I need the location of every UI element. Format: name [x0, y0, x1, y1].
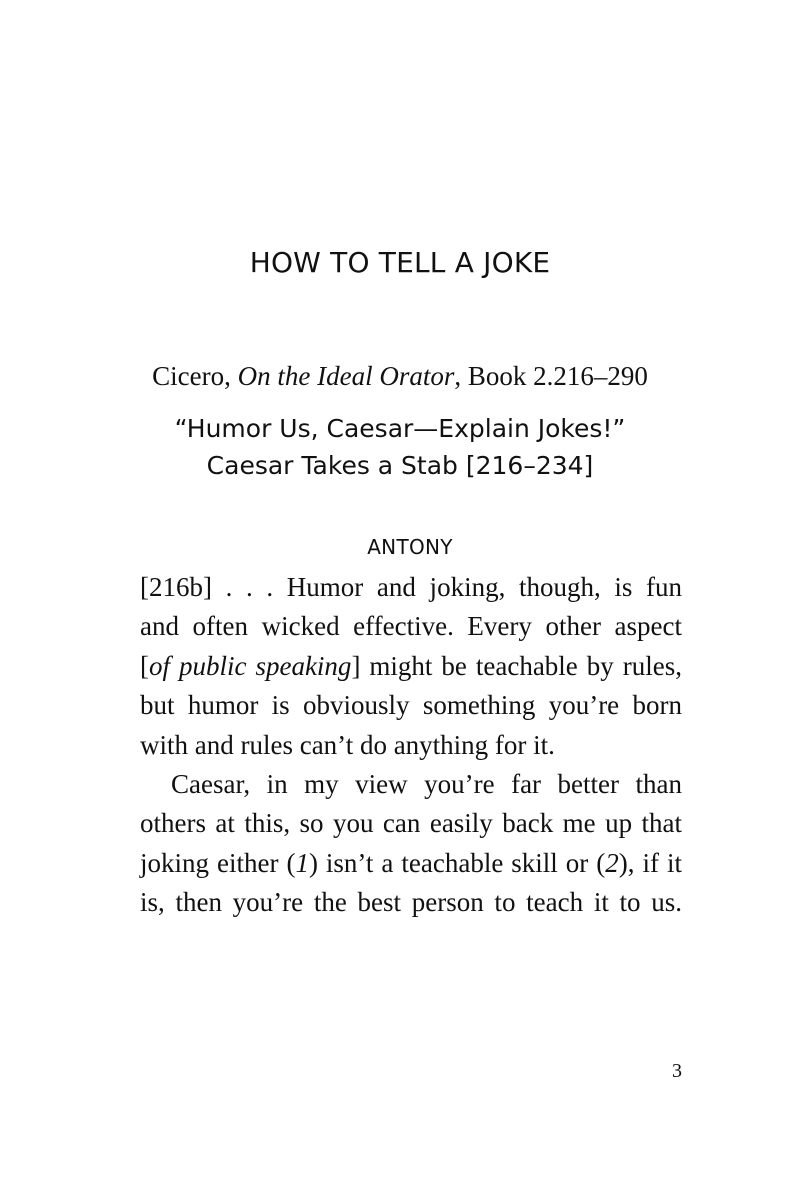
speaker-name: ANTONY [367, 535, 453, 559]
line-text: ) isn’t a teachable skill or ( [308, 847, 606, 878]
paragraph-1 [140, 568, 682, 765]
line-text: joking either ( [140, 847, 296, 878]
list-number: 2 [605, 847, 619, 878]
page-number: 3 [672, 1060, 682, 1082]
paragraph-2 [140, 765, 682, 923]
section-title: “Humor Us, Caesar—Explain Jokes!” [174, 414, 626, 443]
editorial-insert: of public speaking [149, 650, 352, 681]
paragraph-line: is, then you’re the best person to teach it to us. [140, 887, 682, 918]
line-text: ), if it [618, 847, 682, 878]
paragraph-line: but humor is obviously something you’re born [140, 690, 682, 721]
line-text: ] might be teachable by rules, [351, 650, 682, 681]
source-work-title: On the Ideal Orator [237, 361, 455, 391]
chapter-title: HOW TO TELL A JOKE [249, 246, 551, 279]
paragraph-line: with and rules can’t do anything for it. [140, 729, 555, 760]
paragraph-line: [216b] . . . Humor and joking, though, is fun [140, 572, 682, 602]
paragraph-line [140, 647, 682, 686]
paragraph-line: Caesar, in my view you’re far better than [171, 769, 682, 799]
source-reference: , Book 2.216–290 [454, 361, 648, 391]
list-number: 1 [295, 847, 309, 878]
paragraph-line [140, 844, 682, 883]
paragraph-line: others at this, so you can easily back me up that [140, 808, 682, 839]
source-citation [0, 361, 800, 392]
source-author: Cicero, [152, 361, 238, 391]
paragraph-line: and often wicked effective. Every other aspect [140, 611, 682, 642]
section-subtitle: Caesar Takes a Stab [216–234] [206, 451, 594, 480]
bracket-open: [ [140, 650, 149, 681]
